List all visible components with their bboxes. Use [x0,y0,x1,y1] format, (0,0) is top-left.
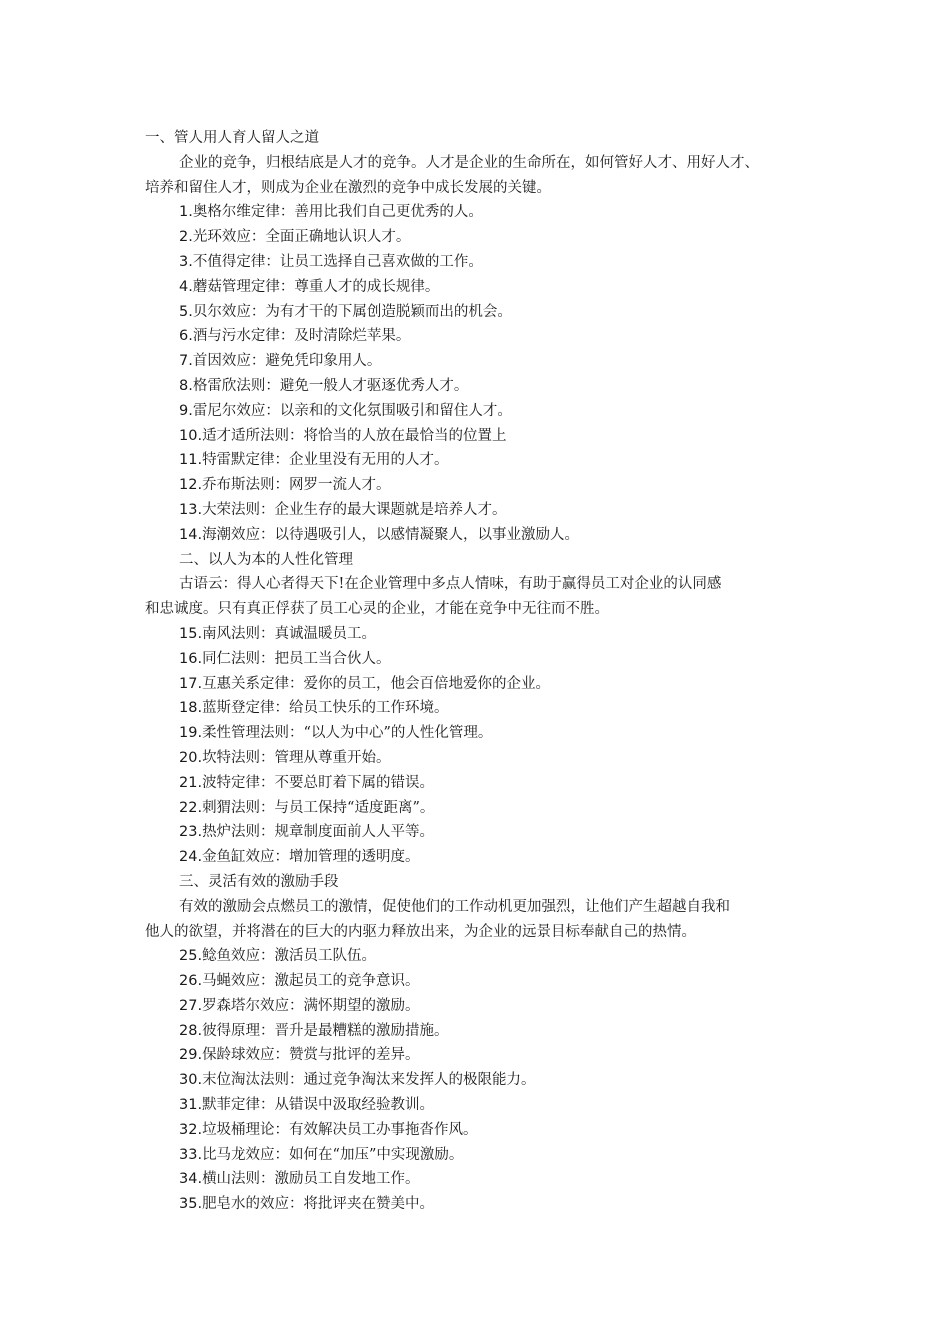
list-item-text: 默菲定律：从错误中汲取经验教训。 [202,1097,435,1114]
list-item [145,324,835,349]
list-item [145,1143,835,1168]
list-item-text: 适才适所法则：将恰当的人放在最恰当的位置上 [202,427,507,444]
list-item [145,647,835,672]
list-item [145,374,835,399]
list-item-number: 5. [179,303,193,320]
list-item-number: 16. [179,650,203,667]
list-item-number: 10. [179,427,203,444]
section-intro-line: 古语云：得人心者得天下!在企业管理中多点人情味，有助于赢得员工对企业的认同感 [179,576,722,593]
list-item-text: 末位淘汰法则：通过竞争淘汰来发挥人的极限能力。 [202,1072,536,1089]
list-item [145,672,835,697]
list-item [145,1019,835,1044]
list-item [145,349,835,374]
list-item [145,200,835,225]
list-item [145,225,835,250]
list-item-number: 27. [179,997,203,1014]
list-item [145,300,835,325]
list-item-number: 4. [179,278,193,295]
list-item-text: 横山法则：激励员工自发地工作。 [202,1171,420,1188]
list-item-number: 29. [179,1047,203,1064]
list-item-number: 30. [179,1072,203,1089]
list-item [145,1068,835,1093]
list-item [145,944,835,969]
list-item-number: 23. [179,824,203,841]
list-item-number: 25. [179,948,203,965]
list-item-number: 35. [179,1196,203,1213]
section-intro-line: 和忠诚度。只有真正俘获了员工心灵的企业，才能在竞争中无往而不胜。 [145,601,609,618]
list-item-text: 格雷欣法则：避免一般人才驱逐优秀人才。 [192,377,469,394]
list-item [145,1093,835,1118]
list-item [145,796,835,821]
list-item [145,1167,835,1192]
list-item-text: 雷尼尔效应：以亲和的文化氛围吸引和留住人才。 [192,402,512,419]
list-item-text: 特雷默定律：企业里没有无用的人才。 [202,452,449,469]
list-item-text: 垃圾桶理论：有效解决员工办事拖沓作风。 [202,1121,478,1138]
list-item-text: 刺猬法则：与员工保持“适度距离”。 [202,799,435,816]
list-item [145,250,835,275]
list-item [145,498,835,523]
list-item-number: 21. [179,774,203,791]
list-item-text: 肥皂水的效应：将批评夹在赞美中。 [202,1196,435,1213]
list-item-text: 同仁法则：把员工当合伙人。 [202,650,391,667]
list-item-text: 互惠关系定律：爱你的员工，他会百倍地爱你的企业。 [202,675,551,692]
section-heading: 二、以人为本的人性化管理 [179,551,353,568]
list-item-number: 15. [179,625,203,642]
list-item-number: 20. [179,749,203,766]
list-item-number: 19. [179,725,203,742]
list-item [145,845,835,870]
list-item-text: 乔布斯法则：网罗一流人才。 [202,477,391,494]
list-item-text: 彼得原理：晋升是最糟糕的激励措施。 [202,1022,449,1039]
section-intro-line: 企业的竞争，归根结底是人才的竞争。人才是企业的生命所在，如何管好人才、用好人才、 [179,154,759,171]
list-item [145,721,835,746]
list-item-text: 蘑菇管理定律：尊重人才的成长规律。 [192,278,440,295]
list-item [145,448,835,473]
list-item-text: 贝尔效应：为有才干的下属创造脱颖而出的机会。 [192,303,512,320]
list-item-number: 2. [179,229,193,246]
list-item [145,771,835,796]
list-item-number: 28. [179,1022,203,1039]
list-item-number: 12. [179,477,203,494]
section-intro-line: 培养和留住人才，则成为企业在激烈的竞争中成长发展的关键。 [145,179,551,196]
list-item-text: 酒与污水定律：及时清除烂苹果。 [192,328,411,345]
list-item [145,994,835,1019]
list-item-number: 18. [179,700,203,717]
list-item [145,424,835,449]
section-intro-line: 他人的欲望，并将潜在的巨大的内驱力释放出来，为企业的远景目标奉献自己的热情。 [145,923,696,940]
section-intro-line: 有效的激励会点燃员工的激情，促使他们的工作动机更加强烈，让他们产生超越自我和 [179,898,730,915]
list-item-number: 33. [179,1146,203,1163]
list-item-text: 大荣法则：企业生存的最大课题就是培养人才。 [202,501,507,518]
list-item-number: 17. [179,675,203,692]
list-item-number: 22. [179,799,203,816]
list-item-number: 9. [179,402,193,419]
list-item-number: 34. [179,1171,203,1188]
list-item-number: 31. [179,1097,203,1114]
list-item-text: 马蝇效应：激起员工的竞争意识。 [202,973,420,990]
list-item [145,1118,835,1143]
list-item-number: 32. [179,1121,203,1138]
list-item-text: 奥格尔维定律：善用比我们自己更优秀的人。 [192,204,483,221]
list-item-text: 金鱼缸效应：增加管理的透明度。 [202,849,420,866]
list-item-text: 蓝斯登定律：给员工快乐的工作环境。 [202,700,449,717]
list-item-text: 柔性管理法则：“以人为中心”的人性化管理。 [202,725,493,742]
list-item-text: 坎特法则：管理从尊重开始。 [202,749,391,766]
list-item-text: 罗森塔尔效应：满怀期望的激励。 [202,997,420,1014]
list-item [145,523,835,548]
section-heading: 三、灵活有效的激励手段 [179,873,339,890]
list-item [145,820,835,845]
list-item-number: 11. [179,452,203,469]
list-item-text: 首因效应：避免凭印象用人。 [192,353,382,370]
list-item-text: 海潮效应：以待遇吸引人，以感情凝聚人，以事业激励人。 [202,526,580,543]
section-heading: 一、管人用人育人留人之道 [145,130,319,146]
list-item-number: 24. [179,849,203,866]
list-item-text: 比马龙效应：如何在“加压”中实现激励。 [202,1146,464,1163]
list-item-number: 8. [179,377,193,394]
list-item-number: 6. [179,328,193,345]
list-item-text: 热炉法则：规章制度面前人人平等。 [202,824,435,841]
list-item-text: 保龄球效应：赞赏与批评的差异。 [202,1047,420,1064]
list-item [145,275,835,300]
list-item [145,696,835,721]
list-item [145,746,835,771]
list-item-number: 13. [179,501,203,518]
list-item [145,1192,835,1217]
list-item [145,969,835,994]
list-item [145,399,835,424]
list-item [145,622,835,647]
list-item-number: 14. [179,526,203,543]
list-item [145,1043,835,1068]
list-item-number: 7. [179,353,193,370]
list-item-text: 鲶鱼效应：激活员工队伍。 [202,948,377,965]
list-item-number: 3. [179,253,193,270]
document-body [145,126,835,1217]
list-item-number: 1. [179,204,193,221]
list-item-text: 不值得定律：让员工选择自己喜欢做的工作。 [192,253,483,270]
list-item [145,473,835,498]
list-item-text: 光环效应：全面正确地认识人才。 [192,229,411,246]
list-item-text: 南风法则：真诚温暖员工。 [202,625,377,642]
list-item-text: 波特定律：不要总盯着下属的错误。 [202,774,435,791]
list-item-number: 26. [179,973,203,990]
